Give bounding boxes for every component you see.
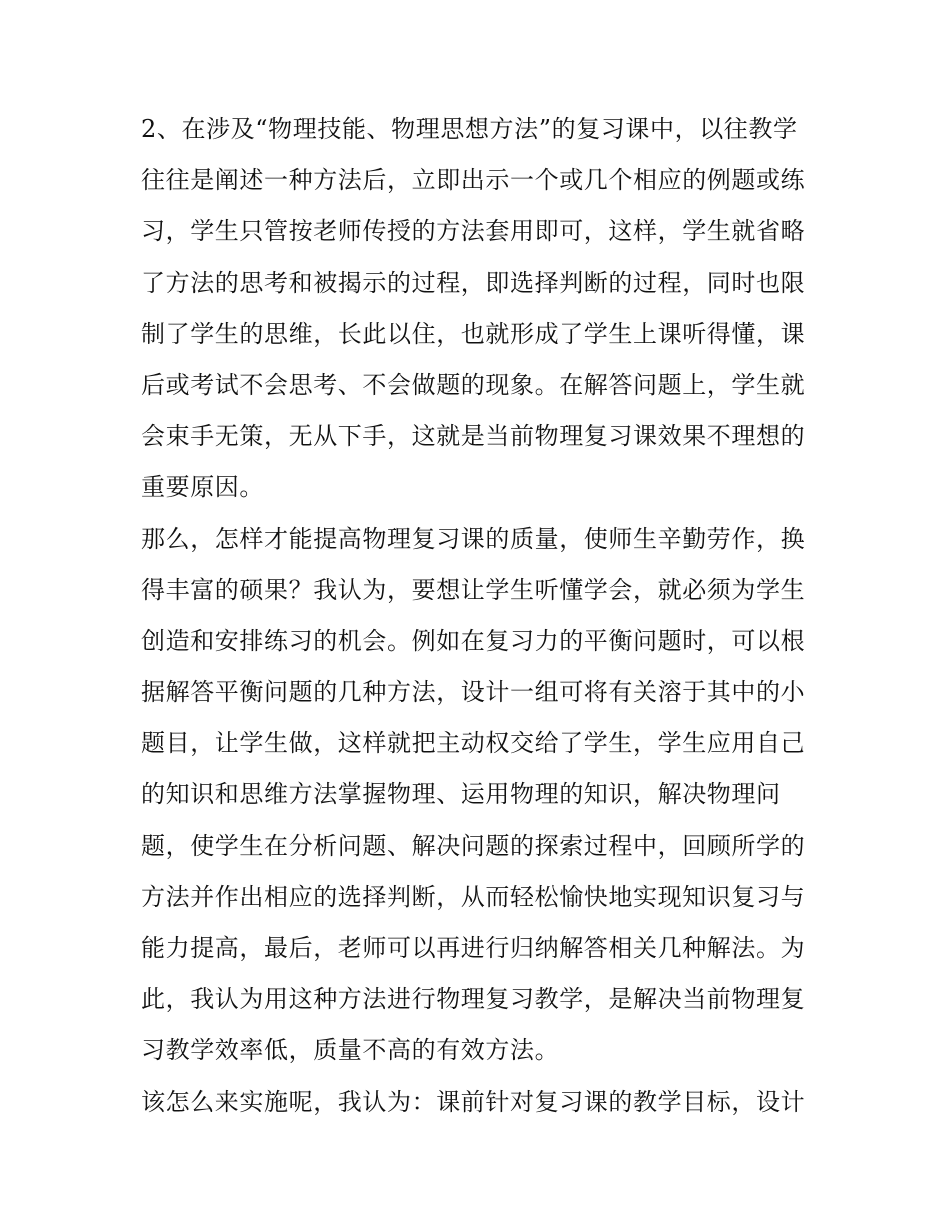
document-body [141, 104, 813, 1128]
text-line: 会束手无策，无从下手，这就是当前物理复习课效果不理想的 [141, 422, 806, 451]
text-line: 方法并作出相应的选择判断，从而轻松愉快地实现知识复习与 [141, 882, 806, 911]
text-line: 能力提高，最后，老师可以再进行归纳解答相关几种解法。为 [141, 934, 806, 962]
text-line: 往往是阐述一种方法后，立即出示一个或几个相应的例题或练 [141, 166, 806, 195]
text-line: 后或考试不会思考、不会做题的现象。在解答问题上，学生就 [141, 370, 806, 399]
text-line: 据解答平衡问题的几种方法，设计一组可将有关溶于其中的小 [141, 678, 806, 707]
text-line: 的知识和思维方法掌握物理、运用物理的知识，解决物理问 [141, 780, 781, 809]
text-line: 制了学生的思维，长此以住，也就形成了学生上课听得懂，课 [141, 319, 806, 348]
text-line: 创造和安排练习的机会。例如在复习力的平衡问题时，可以根 [141, 626, 806, 655]
text-line: 得丰富的硕果？我认为，要想让学生听懂学会，就必须为学生 [141, 575, 806, 604]
text-line: 习教学效率低，质量不高的有效方法。 [141, 1036, 560, 1065]
text-line: 题，使学生在分析问题、解决问题的探索过程中，回顾所学的 [141, 831, 806, 860]
text-line: 习，学生只管按老师传授的方法套用即可，这样，学生就省略 [141, 217, 806, 246]
text-line: 此，我认为用这种方法进行物理复习教学，是解决当前物理复 [141, 985, 806, 1014]
text-line: 题目，让学生做，这样就把主动权交给了学生，学生应用自己 [141, 729, 806, 758]
text-line: 该怎么来实施呢，我认为：课前针对复习课的教学目标，设计 [141, 1087, 806, 1116]
text-line: 那么，怎样才能提高物理复习课的质量，使师生辛勤劳作，换 [141, 524, 806, 553]
text-line: 重要原因。 [141, 473, 264, 502]
text-line: 了方法的思考和被揭示的过程，即选择判断的过程，同时也限 [141, 268, 806, 297]
text-line: 2、在涉及“物理技能、物理思想方法”的复习课中，以往教学 [141, 115, 798, 143]
